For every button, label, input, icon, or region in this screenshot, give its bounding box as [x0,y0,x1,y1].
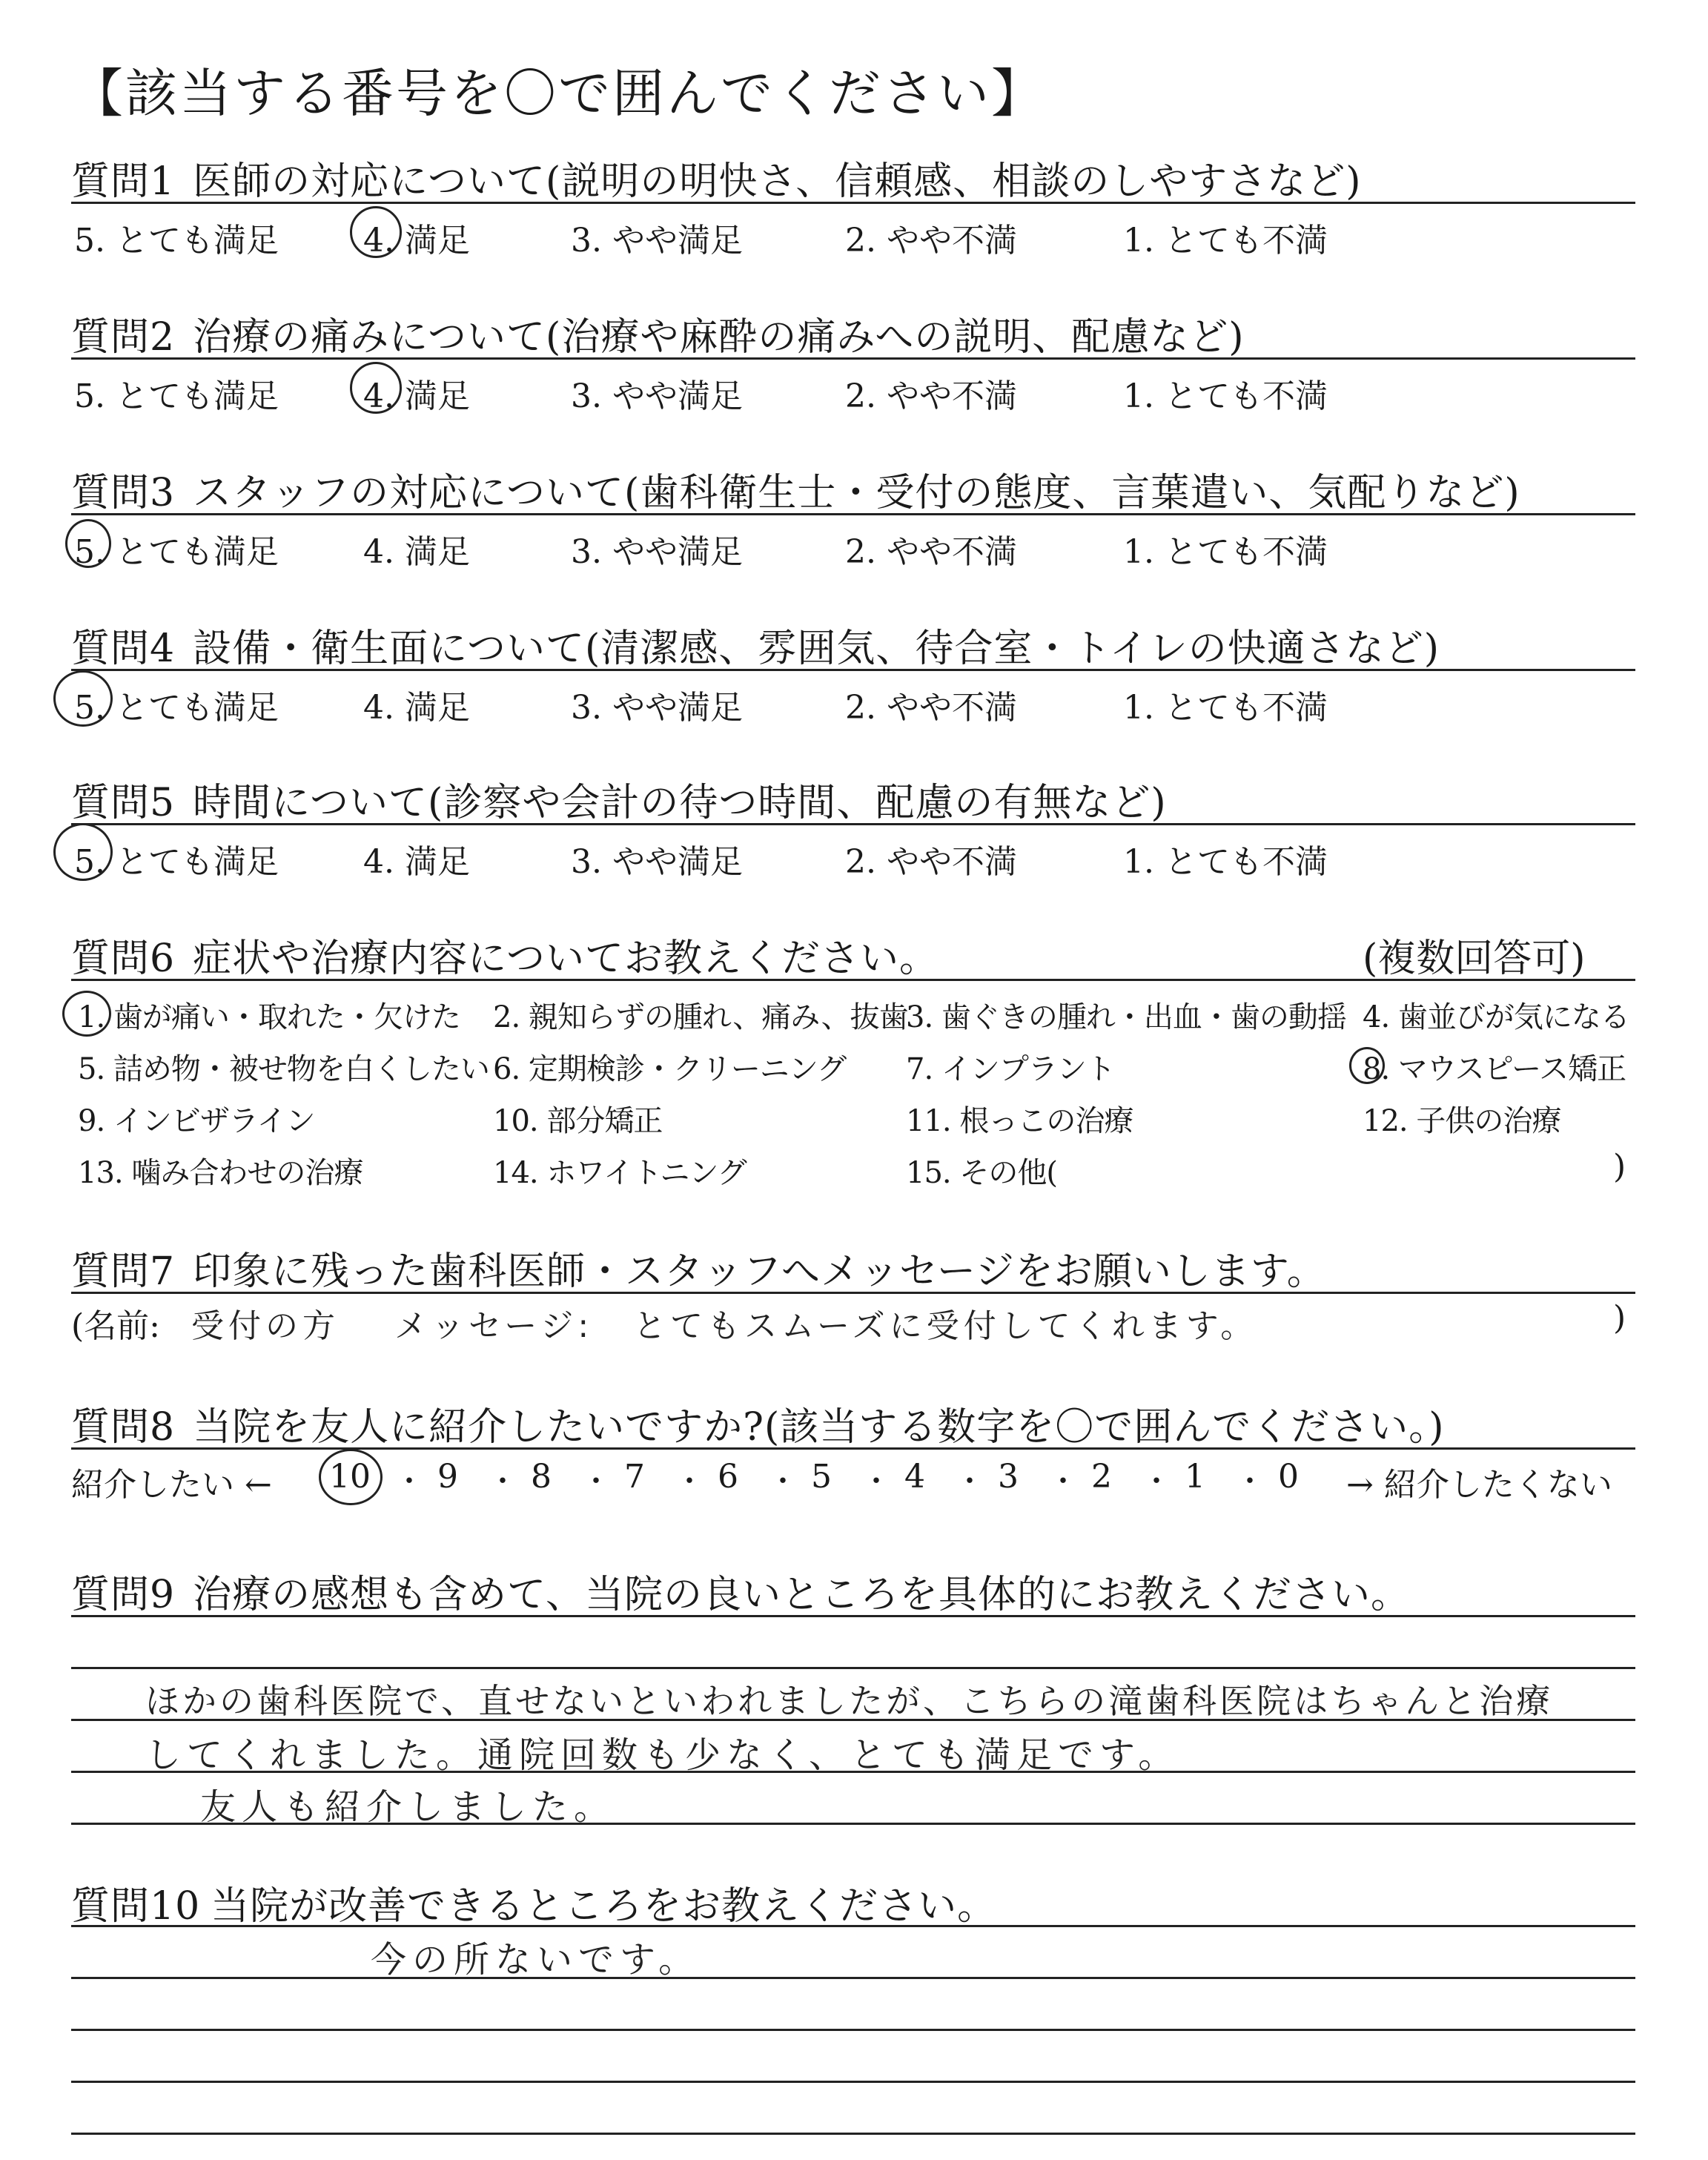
symptom-option[interactable]: 8. マウスピース矯正 [1363,1052,1626,1086]
rule-line [71,2133,1635,2135]
option-5[interactable]: 5. とても満足 [74,377,279,415]
scale-10[interactable]: 10 [329,1458,371,1496]
question-heading [71,1563,1410,1619]
other-close-paren: ) [1613,1148,1626,1186]
scale-8[interactable]: 8 [531,1458,552,1496]
message-line [71,1299,1257,1347]
symptom-option[interactable]: 13. 噛み合わせの治療 [78,1156,363,1190]
scale-right-label: → 紹介したくない [1346,1466,1612,1504]
option-2[interactable]: 2. やや不満 [845,689,1017,727]
message-value[interactable]: とてもスムーズに受付してくれます。 [633,1307,1258,1345]
option-4[interactable]: 4. 満足 [363,843,470,881]
name-label: (名前: [71,1307,160,1345]
question-heading [71,927,939,982]
question-number: 質問3 [71,471,176,515]
option-4[interactable]: 4. 満足 [363,689,470,727]
question-heading [71,771,1167,827]
question-text: 印象に残った歯科医師・スタッフへメッセージをお願いします。 [193,1249,1326,1294]
question-text: 当院が改善できるところをお教えください。 [211,1884,997,1929]
scale-5[interactable]: 5 [811,1458,832,1496]
selection-circle [65,519,111,568]
question-number: 質問8 [71,1405,176,1450]
symptom-option[interactable]: 12. 子供の治療 [1363,1104,1561,1138]
option-3[interactable]: 3. やや満足 [571,843,743,881]
option-5[interactable]: 5. とても満足 [74,843,279,881]
rule-line [71,357,1635,360]
scale-separator: ・ [1142,1464,1171,1499]
question-text: 設備・衛生面について(清潔感、雰囲気、待合室・トイレの快適さなど) [193,627,1440,671]
rule-line [71,1615,1635,1617]
question-text: 医師の対応について(説明の明快さ、信頼感、相談のしやすさなど) [193,159,1362,204]
symptom-option[interactable]: 4. 歯並びが気になる [1363,1000,1629,1034]
name-value[interactable]: 受付の方 [191,1307,340,1345]
rule-line [71,1292,1635,1294]
selection-circle [53,670,113,727]
symptom-option[interactable]: 5. 詰め物・被せ物を白くしたい [78,1052,489,1086]
question-text: 時間について(診察や会計の待つ時間、配慮の有無など) [193,781,1167,825]
symptom-option[interactable]: 1. 歯が痛い・取れた・欠けた [78,1000,460,1034]
multi-answer-note: (複数回答可) [1363,937,1586,981]
option-3[interactable]: 3. やや満足 [571,377,743,415]
page-title: 【該当する番号を〇で囲んでください】 [71,63,1045,124]
answer-line[interactable]: ほかの歯科医院で、直せないといわれましたが、こちらの滝歯科医院はちゃんと治療 [145,1681,1554,1721]
message-close-paren: ) [1613,1299,1626,1337]
question-number: 質問9 [71,1573,176,1617]
rule-line [71,823,1635,825]
question-text: 当院を友人に紹介したいですか?(該当する数字を〇で囲んでください。) [193,1405,1445,1450]
symptom-option[interactable]: 2. 親知らずの腫れ、痛み、抜歯 [493,1000,908,1034]
option-2[interactable]: 2. やや不満 [845,533,1017,571]
selection-circle [350,206,402,258]
question-text: 治療の痛みについて(治療や麻酔の痛みへの説明、配慮など) [193,315,1245,360]
question-heading [71,305,1245,361]
option-1[interactable]: 1. とても不満 [1123,222,1328,260]
symptom-option[interactable]: 11. 根っこの治療 [906,1104,1133,1138]
rule-line [71,2081,1635,2083]
question-heading [71,1396,1445,1451]
rule-line [71,669,1635,671]
question-number: 質問7 [71,1249,176,1294]
option-2[interactable]: 2. やや不満 [845,377,1017,415]
option-2[interactable]: 2. やや不満 [845,843,1017,881]
question-heading [71,1240,1326,1295]
option-1[interactable]: 1. とても不満 [1123,533,1328,571]
scale-4[interactable]: 4 [904,1458,925,1496]
question-number: 質問1 [71,159,176,204]
rule-line [71,2029,1635,2031]
scale-9[interactable]: 9 [437,1458,458,1496]
option-3[interactable]: 3. やや満足 [571,222,743,260]
symptom-option[interactable]: 9. インビザライン [78,1104,315,1138]
rule-line [71,1667,1635,1669]
option-4[interactable]: 4. 満足 [363,377,470,415]
scale-separator: ・ [768,1464,798,1499]
option-2[interactable]: 2. やや不満 [845,222,1017,260]
scale-separator: ・ [1235,1464,1265,1499]
question-number: 質問5 [71,781,176,825]
scale-separator: ・ [861,1464,891,1499]
symptom-option[interactable]: 3. 歯ぐきの腫れ・出血・歯の動揺 [906,1000,1346,1034]
rule-line [71,513,1635,515]
option-5[interactable]: 5. とても満足 [74,689,279,727]
question-number: 質問2 [71,315,176,360]
rule-line [71,202,1635,204]
message-label: メッセージ: [394,1307,594,1345]
option-3[interactable]: 3. やや満足 [571,533,743,571]
rule-line [71,1925,1635,1927]
scale-1[interactable]: 1 [1185,1458,1205,1496]
option-5[interactable]: 5. とても満足 [74,222,279,260]
scale-2[interactable]: 2 [1091,1458,1112,1496]
rule-line [71,979,1635,981]
question-heading [71,1875,996,1930]
symptom-option[interactable]: 15. その他( [906,1156,1057,1190]
option-4[interactable]: 4. 満足 [363,533,470,571]
question-text: スタッフの対応について(歯科衛生士・受付の態度、言葉遣い、気配りなど) [193,471,1520,515]
scale-separator: ・ [394,1464,424,1499]
symptom-option[interactable]: 14. ホワイトニング [493,1156,747,1190]
option-1[interactable]: 1. とても不満 [1123,689,1328,727]
question-heading [71,150,1362,205]
scale-0[interactable]: 0 [1278,1458,1299,1496]
answer-line[interactable]: してくれました。通院回数も少なく、とても満足です。 [145,1734,1180,1776]
selection-circle [62,991,111,1037]
scale-separator: ・ [1048,1464,1078,1499]
option-4[interactable]: 4. 満足 [363,222,470,260]
selection-circle [350,362,402,414]
symptom-option[interactable]: 10. 部分矯正 [493,1104,663,1138]
question-number: 質問4 [71,627,176,671]
scale-separator: ・ [955,1464,984,1499]
scale-6[interactable]: 6 [718,1458,738,1496]
question-number: 質問6 [71,937,176,981]
symptom-option[interactable]: 7. インプラント [906,1052,1115,1086]
question-number: 質問10 [71,1884,201,1929]
selection-circle [319,1449,383,1505]
question-text: 治療の感想も含めて、当院の良いところを具体的にお教えください。 [193,1573,1411,1617]
scale-separator: ・ [488,1464,517,1499]
answer-line[interactable]: 今の所ないです。 [371,1939,701,1981]
option-1[interactable]: 1. とても不満 [1123,377,1328,415]
selection-circle [1349,1047,1385,1084]
symptom-option[interactable]: 6. 定期検診・クリーニング [493,1052,847,1086]
option-5[interactable]: 5. とても満足 [74,533,279,571]
rule-line [71,1977,1635,1979]
option-3[interactable]: 3. やや満足 [571,689,743,727]
scale-7[interactable]: 7 [624,1458,645,1496]
answer-line[interactable]: 友人も紹介しました。 [200,1786,616,1828]
question-heading [71,617,1440,673]
rule-line [71,1447,1635,1450]
option-1[interactable]: 1. とても不満 [1123,843,1328,881]
question-heading [71,461,1520,517]
selection-circle [53,823,113,881]
scale-3[interactable]: 3 [998,1458,1019,1496]
scale-left-label: 紹介したい ← [71,1466,272,1504]
scale-separator: ・ [581,1464,611,1499]
scale-separator: ・ [675,1464,704,1499]
question-text: 症状や治療内容についてお教えください。 [193,937,939,981]
